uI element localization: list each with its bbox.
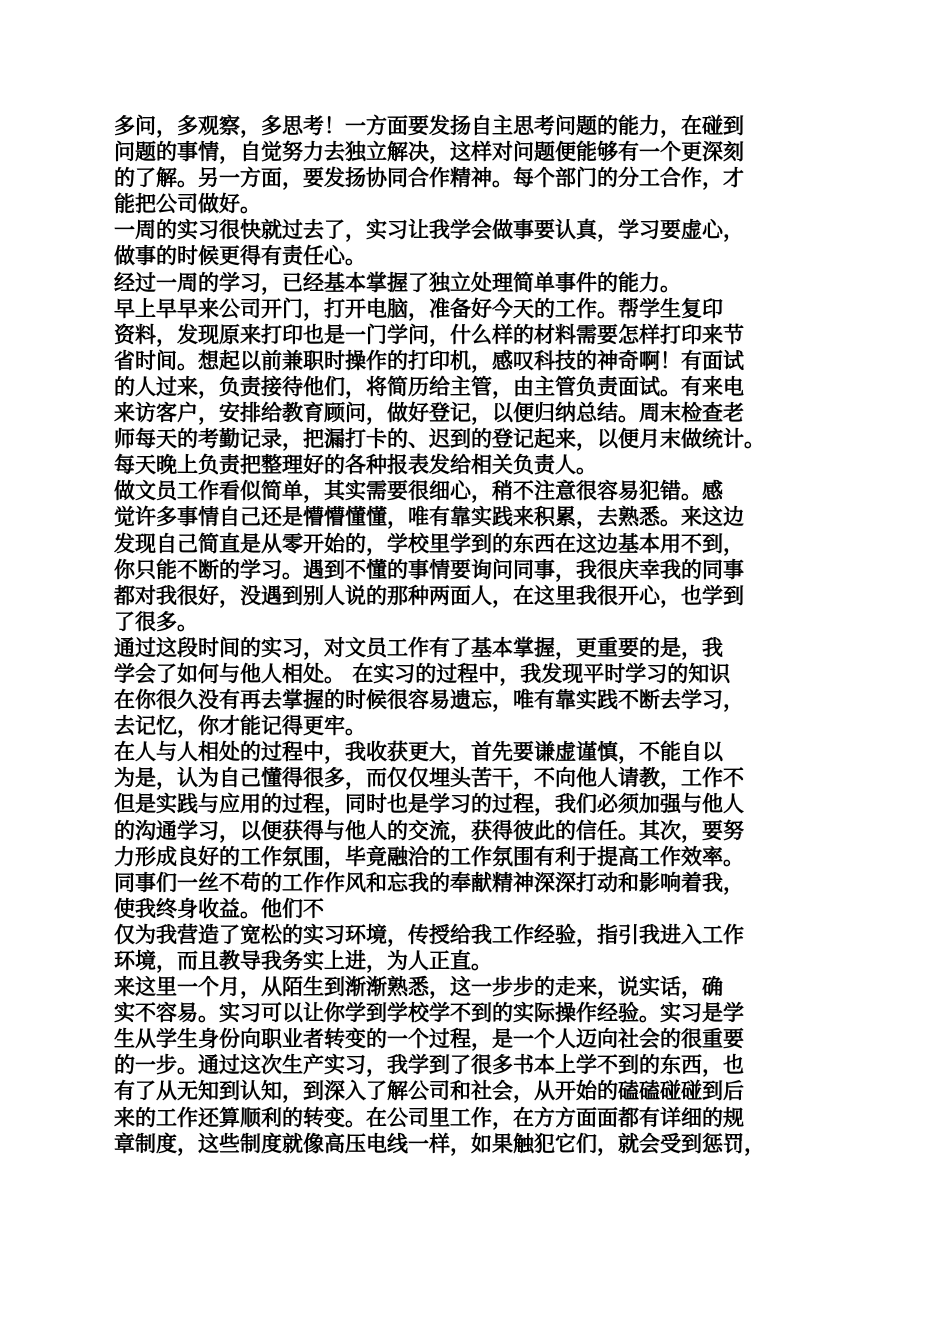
- text-line: 有了从无知到认知，到深入了解公司和社会，从开始的磕磕碰碰到后: [114, 1079, 744, 1104]
- text-line: 去记忆，你才能记得更牢。: [114, 714, 366, 739]
- text-line: 生从学生身份向职业者转变的一个过程，是一个人迈向社会的很重要: [114, 1027, 744, 1052]
- text-line: 来这里一个月，从陌生到渐渐熟悉，这一步步的走来，说实话，确: [114, 975, 723, 1000]
- text-line: 力形成良好的工作氛围，毕竟融洽的工作氛围有利于提高工作效率。: [114, 844, 744, 869]
- text-line: 同事们一丝不苟的工作作风和忘我的奉献精神深深打动和影响着我，: [114, 870, 744, 895]
- text-line: 觉许多事情自己还是懵懵懂懂，唯有靠实践来积累，去熟悉。来这边: [114, 505, 744, 530]
- text-line: 一周的实习很快就过去了，实习让我学会做事要认真，学习要虚心，: [114, 218, 744, 243]
- text-line: 都对我很好，没遇到别人说的那种两面人，在这里我很开心，也学到: [114, 583, 744, 608]
- text-line: 师每天的考勤记录，把漏打卡的、迟到的登记起来，以便月末做统计。: [114, 427, 765, 452]
- text-line: 了很多。: [114, 609, 198, 634]
- text-line: 经过一周的学习，已经基本掌握了独立处理简单事件的能力。: [114, 270, 681, 295]
- text-line: 你只能不断的学习。遇到不懂的事情要询问同事，我很庆幸我的同事: [114, 557, 744, 582]
- text-line: 早上早早来公司开门，打开电脑，准备好今天的工作。帮学生复印: [114, 296, 723, 321]
- text-line: 章制度，这些制度就像高压电线一样，如果触犯它们，就会受到惩罚，: [114, 1131, 765, 1156]
- text-line: 省时间。想起以前兼职时操作的打印机，感叹科技的神奇啊！有面试: [114, 348, 744, 373]
- text-line: 的了解。另一方面，要发扬协同合作精神。每个部门的分工合作，才: [114, 166, 744, 191]
- text-line: 使我终身收益。他们不: [114, 896, 324, 921]
- text-line: 为是，认为自己懂得很多，而仅仅埋头苦干，不向他人请教，工作不: [114, 766, 744, 791]
- text-line: 在你很久没有再去掌握的时候很容易遗忘，唯有靠实践不断去学习，: [114, 688, 744, 713]
- text-line: 能把公司做好。: [114, 192, 261, 217]
- text-line: 来的工作还算顺利的转变。在公司里工作，在方方面面都有详细的规: [114, 1105, 744, 1130]
- text-line: 环境，而且教导我务实上进，为人正直。: [114, 949, 492, 973]
- text-line: 学会了如何与他人相处。 在实习的过程中，我发现平时学习的知识: [114, 661, 731, 686]
- text-line: 实不容易。实习可以让你学到学校学不到的实际操作经验。实习是学: [114, 1001, 744, 1026]
- text-line: 资料，发现原来打印也是一门学问，什么样的材料需要怎样打印来节: [114, 322, 744, 347]
- text-line: 多问，多观察，多思考！一方面要发扬自主思考问题的能力，在碰到: [114, 114, 744, 138]
- text-line: 的人过来，负责接待他们，将简历给主管，由主管负责面试。有来电: [114, 374, 744, 399]
- text-line: 做文员工作看似简单，其实需要很细心，稍不注意很容易犯错。感: [114, 479, 723, 504]
- text-line: 仅为我营造了宽松的实习环境，传授给我工作经验，指引我进入工作: [114, 922, 744, 947]
- text-line: 在人与人相处的过程中，我收获更大，首先要谦虚谨慎，不能自以: [114, 740, 723, 765]
- text-line: 做事的时候更得有责任心。: [114, 244, 366, 269]
- text-line: 但是实践与应用的过程，同时也是学习的过程，我们必须加强与他人: [114, 792, 744, 817]
- text-line: 每天晚上负责把整理好的各种报表发给相关负责人。: [114, 453, 597, 478]
- text-line: 问题的事情，自觉努力去独立解决，这样对问题便能够有一个更深刻: [114, 140, 744, 165]
- text-line: 来访客户，安排给教育顾问，做好登记，以便归纳总结。周末检查老: [114, 401, 744, 426]
- text-line: 发现自己简直是从零开始的，学校里学到的东西在这边基本用不到，: [114, 531, 744, 556]
- text-line: 通过这段时间的实习，对文员工作有了基本掌握，更重要的是，我: [114, 635, 723, 660]
- text-line: 的沟通学习，以便获得与他人的交流，获得彼此的信任。其次，要努: [114, 818, 744, 843]
- text-line: 的一步。通过这次生产实习，我学到了很多书本上学不到的东西，也: [114, 1053, 744, 1078]
- document-body: [114, 113, 854, 1157]
